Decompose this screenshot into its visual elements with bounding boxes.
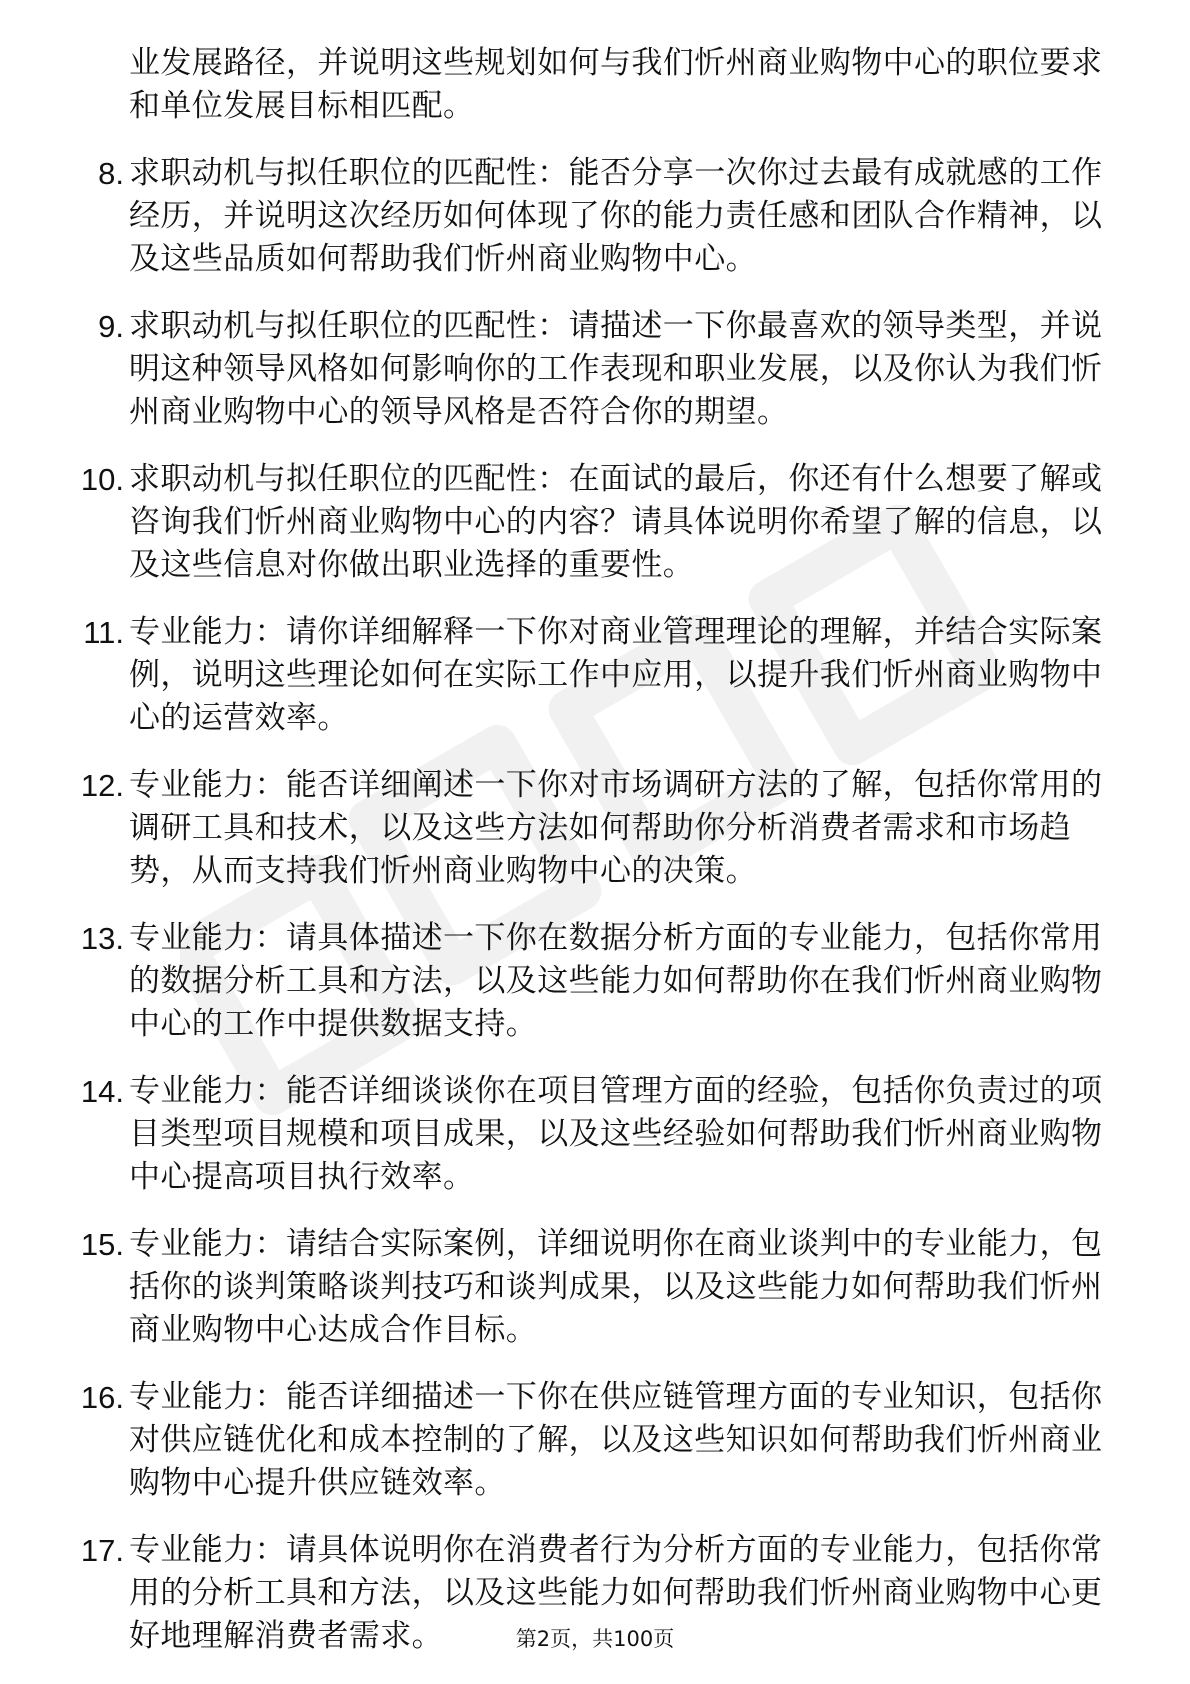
item-number: 8. xyxy=(98,156,124,191)
document-body xyxy=(0,42,1190,1682)
page-footer: 第2页，共100页 xyxy=(515,1627,675,1651)
question-item-11 xyxy=(0,611,1190,740)
item-number: 15. xyxy=(80,1227,124,1262)
item-text: 专业能力：请你详细解释一下你对商业管理理论的理解，并结合实际案例，说明这些理论如何在实际工作中应用，以提升我们忻州商业购物中心的运营效率。 xyxy=(129,614,1103,736)
question-item-8 xyxy=(0,152,1190,281)
item-number: 9. xyxy=(98,309,124,344)
item-text: 专业能力：请具体说明你在消费者行为分析方面的专业能力，包括你常用的分析工具和方法，以及这些能力如何帮助我们忻州商业购物中心更好地理解消费者需求。 xyxy=(129,1532,1103,1654)
item-text: 求职动机与拟任职位的匹配性：请描述一下你最喜欢的领导类型，并说明这种领导风格如何影响你的工作表现和职业发展，以及你认为我们忻州商业购物中心的领导风格是否符合你的期望。 xyxy=(129,308,1103,430)
question-item-10 xyxy=(0,458,1190,587)
item-text: 专业能力：能否详细描述一下你在供应链管理方面的专业知识，包括你对供应链优化和成本控制的了解，以及这些知识如何帮助我们忻州商业购物中心提升供应链效率。 xyxy=(129,1379,1103,1501)
question-item-12 xyxy=(0,764,1190,893)
question-item-13 xyxy=(0,917,1190,1046)
item-number: 12. xyxy=(80,768,124,803)
item-text: 专业能力：请具体描述一下你在数据分析方面的专业能力，包括你常用的数据分析工具和方法，以及这些能力如何帮助你在我们忻州商业购物中心的工作中提供数据支持。 xyxy=(129,920,1103,1042)
question-item-15 xyxy=(0,1223,1190,1352)
item-number: 10. xyxy=(80,462,124,497)
item-text: 专业能力：能否详细谈谈你在项目管理方面的经验，包括你负责过的项目类型项目规模和项目成果，以及这些经验如何帮助我们忻州商业购物中心提高项目执行效率。 xyxy=(129,1073,1103,1195)
item-number: 14. xyxy=(80,1074,124,1109)
item-text: 求职动机与拟任职位的匹配性：在面试的最后，你还有什么想要了解或咨询我们忻州商业购物中心的内容？请具体说明你希望了解的信息，以及这些信息对你做出职业选择的重要性。 xyxy=(129,461,1103,583)
item-text: 求职动机与拟任职位的匹配性：能否分享一次你过去最有成就感的工作经历，并说明这次经历如何体现了你的能力责任感和团队合作精神，以及这些品质如何帮助我们忻州商业购物中心。 xyxy=(129,155,1103,277)
item-number: 11. xyxy=(83,615,124,650)
item-text: 专业能力：请结合实际案例，详细说明你在商业谈判中的专业能力，包括你的谈判策略谈判技巧和谈判成果，以及这些能力如何帮助我们忻州商业购物中心达成合作目标。 xyxy=(129,1226,1103,1348)
item-number: 17. xyxy=(80,1533,124,1568)
question-item-9 xyxy=(0,305,1190,434)
continuation-paragraph: 业发展路径，并说明这些规划如何与我们忻州商业购物中心的职位要求和单位发展目标相匹配。 xyxy=(129,45,1103,124)
question-item-14 xyxy=(0,1070,1190,1199)
item-number: 16. xyxy=(80,1380,124,1415)
item-text: 专业能力：能否详细阐述一下你对市场调研方法的了解，包括你常用的调研工具和技术，以及这些方法如何帮助你分析消费者需求和市场趋势，从而支持我们忻州商业购物中心的决策。 xyxy=(129,767,1103,889)
question-item-16 xyxy=(0,1376,1190,1505)
item-number: 13. xyxy=(80,921,124,956)
